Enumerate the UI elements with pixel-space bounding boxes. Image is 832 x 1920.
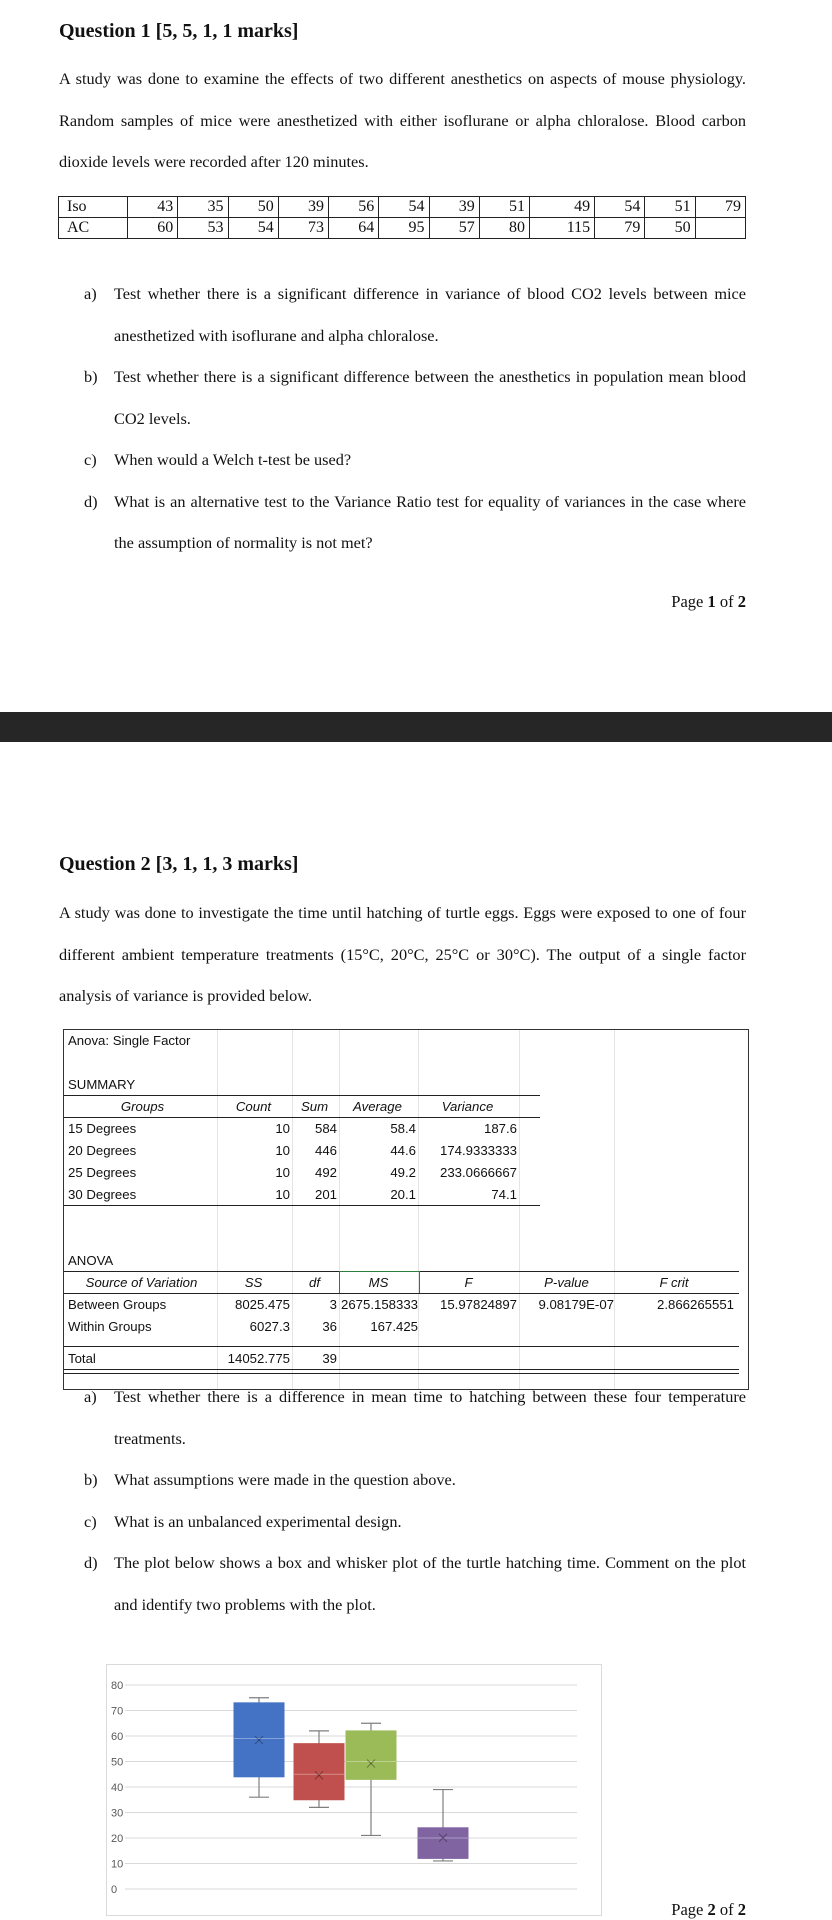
question-part: [84, 1542, 746, 1625]
data-cell: 51: [645, 197, 695, 218]
anova-cell: 8025.475: [234, 1297, 290, 1312]
question-part: [84, 439, 746, 481]
data-cell: 39: [278, 197, 328, 218]
data-cell: 51: [479, 197, 529, 218]
question-part-marker: a): [84, 1387, 97, 1406]
page-separator: [0, 712, 832, 742]
summary-cell: 584: [314, 1121, 337, 1136]
page-number-1: Page 1 of 2: [671, 592, 746, 611]
question-part-text: Test whether there is a significant difference in variance of blood CO2 levels between mice anesthetized with isoflurane and alpha chloralose.: [114, 284, 746, 345]
data-cell: 54: [595, 197, 645, 218]
total-cell: 14052.775: [227, 1351, 290, 1366]
summary-cell: 492: [314, 1165, 337, 1180]
summary-header-cell: Groups: [120, 1099, 165, 1114]
anova-cell: 2.866265551: [656, 1297, 734, 1312]
anova-cell: 36: [322, 1319, 337, 1334]
data-row: [59, 218, 746, 239]
data-cell: 95: [379, 218, 429, 239]
data-cell: 54: [228, 218, 278, 239]
data-cell: 56: [329, 197, 379, 218]
summary-cell: 25 Degrees: [68, 1165, 137, 1180]
summary-cell: 49.2: [390, 1165, 416, 1180]
total-cell: 39: [322, 1351, 337, 1366]
question-part-marker: b): [84, 1470, 98, 1489]
question-2-parts: [84, 1376, 746, 1625]
y-tick-label: 80: [111, 1680, 124, 1692]
anova-cell: 15.97824897: [439, 1297, 517, 1312]
y-tick-label: 40: [111, 1782, 124, 1794]
data-cell: 60: [128, 218, 178, 239]
question-part: [84, 1376, 746, 1459]
summary-cell: 20 Degrees: [68, 1143, 137, 1158]
question-part-text: When would a Welch t-test be used?: [114, 450, 352, 469]
y-tick-label: 30: [111, 1807, 124, 1820]
data-cell: 50: [228, 197, 278, 218]
data-cell: 43: [128, 197, 178, 218]
anova-cell: [418, 1316, 517, 1338]
data-cell: 57: [429, 218, 479, 239]
box-whisker-chart: [106, 1664, 602, 1916]
row-label: Iso: [59, 197, 128, 218]
anova-header-cell: Source of Variation: [85, 1275, 198, 1290]
anova-header-cell: SS: [244, 1275, 263, 1290]
selected-cell: [339, 1271, 420, 1294]
data-cell: 54: [379, 197, 429, 218]
question-1-title: Question 1 [5, 5, 1, 1 marks]: [59, 20, 299, 42]
data-cell: [695, 218, 745, 239]
question-part: [84, 273, 746, 356]
question-part-text: What is an alternative test to the Variance Ratio test for equality of variances in the case where the assumption of normality is not met?: [114, 491, 746, 552]
anova-header-cell: P-value: [544, 1275, 589, 1290]
question-part: [84, 356, 746, 439]
anova-output-table: [63, 1029, 749, 1390]
question-part-text: The plot below shows a box and whisker plot of the turtle hatching time. Comment on the plot and identify two problems with the plot.: [114, 1553, 746, 1614]
summary-cell: 233.0666667: [439, 1165, 517, 1180]
summary-cell: 174.9333333: [439, 1143, 517, 1158]
summary-cell: 201: [314, 1187, 337, 1202]
question-part: [84, 1459, 746, 1501]
question-part: [84, 1501, 746, 1543]
page-number-2: Page 2 of 2: [671, 1900, 746, 1919]
summary-cell: 10: [275, 1121, 290, 1136]
summary-cell: 74.1: [491, 1187, 517, 1202]
question-part-text: Test whether there is a difference in mean time to hatching between these four temperature treatments.: [114, 1387, 746, 1448]
anova-header-cell: df: [309, 1275, 320, 1290]
summary-header-cell: Count: [235, 1099, 272, 1114]
question-2-title: Question 2 [3, 1, 1, 3 marks]: [59, 853, 299, 875]
summary-header-cell: Variance: [441, 1099, 494, 1114]
summary-cell: 10: [275, 1165, 290, 1180]
data-cell: 79: [595, 218, 645, 239]
data-cell: 39: [429, 197, 479, 218]
data-cell: 49: [530, 197, 595, 218]
data-cell: 115: [530, 218, 595, 239]
question-part-text: What assumptions were made in the question above.: [114, 1470, 456, 1489]
question-part-text: What is an unbalanced experimental design.: [114, 1511, 402, 1531]
question-part-marker: c): [84, 450, 97, 469]
total-cell: Total: [68, 1351, 96, 1366]
mouse-co2-data-table: [58, 196, 746, 239]
y-tick-label: 10: [111, 1858, 124, 1871]
box: [346, 1731, 396, 1779]
question-part-marker: a): [84, 284, 97, 303]
question-part-text: Test whether there is a significant difference between the anesthetics in population mean blood CO2 levels.: [114, 367, 746, 428]
data-cell: 79: [695, 197, 745, 218]
y-tick-label: 20: [111, 1833, 124, 1845]
y-tick-label: 70: [111, 1705, 124, 1718]
data-cell: 64: [329, 218, 379, 239]
anova-cell: 2675.158333: [340, 1297, 418, 1312]
data-cell: 50: [645, 218, 695, 239]
question-part: [84, 481, 746, 564]
summary-cell: 10: [275, 1143, 290, 1158]
summary-label: SUMMARY: [68, 1077, 136, 1092]
anova-cell: 167.425: [370, 1319, 418, 1334]
summary-cell: 20.1: [390, 1187, 416, 1202]
data-row: [59, 197, 746, 218]
anova-title: Anova: Single Factor: [68, 1033, 191, 1048]
page-2: [0, 742, 832, 1920]
data-cell: 35: [178, 197, 228, 218]
summary-cell: 44.6: [390, 1143, 416, 1158]
question-part-marker: d): [84, 491, 98, 511]
anova-label: ANOVA: [68, 1253, 114, 1268]
summary-cell: 15 Degrees: [68, 1121, 137, 1136]
question-2-intro: A study was done to investigate the time until hatching of turtle eggs. Eggs were exposed to one of four different ambient temperature treatments (15°C, 20°C, 25°C or 30°C). The output of a single factor analysis of variance is provided below.: [59, 903, 746, 1005]
y-tick-label: 0: [111, 1884, 118, 1896]
anova-cell: Within Groups: [68, 1319, 152, 1334]
summary-cell: 446: [314, 1143, 337, 1158]
anova-cell: 9.08179E-07: [538, 1297, 614, 1312]
summary-header-cell: Sum: [300, 1099, 329, 1114]
row-label: AC: [59, 218, 128, 239]
summary-cell: 58.4: [390, 1121, 416, 1136]
data-cell: 53: [178, 218, 228, 239]
question-1-intro: A study was done to examine the effects of two different anesthetics on aspects of mouse physiology. Random samples of mice were anesthetized with either isoflurane or alpha chloralose. Blood carbon dioxide levels were recorded after 120 minutes.: [59, 69, 746, 171]
data-cell: 73: [278, 218, 328, 239]
question-part-marker: c): [84, 1511, 97, 1531]
summary-cell: 187.6: [483, 1121, 517, 1136]
box: [418, 1828, 468, 1859]
summary-cell: 30 Degrees: [68, 1187, 137, 1202]
anova-header-cell: F: [464, 1275, 473, 1290]
question-part-marker: d): [84, 1553, 98, 1572]
anova-cell: 6027.3: [249, 1319, 290, 1334]
box: [294, 1744, 344, 1800]
question-part-marker: b): [84, 367, 98, 386]
y-tick-label: 50: [111, 1756, 124, 1769]
anova-cell: [519, 1316, 614, 1338]
anova-cell: [614, 1316, 734, 1338]
summary-header-cell: Average: [353, 1099, 402, 1114]
anova-cell: Between Groups: [68, 1297, 167, 1312]
data-cell: 80: [479, 218, 529, 239]
y-tick-label: 60: [111, 1731, 124, 1743]
anova-header-cell: MS: [368, 1275, 389, 1290]
anova-cell: 3: [329, 1297, 337, 1312]
summary-cell: 10: [275, 1187, 290, 1202]
anova-header-cell: F crit: [659, 1275, 689, 1290]
question-1-parts: [84, 273, 746, 564]
page-1: [0, 0, 832, 712]
